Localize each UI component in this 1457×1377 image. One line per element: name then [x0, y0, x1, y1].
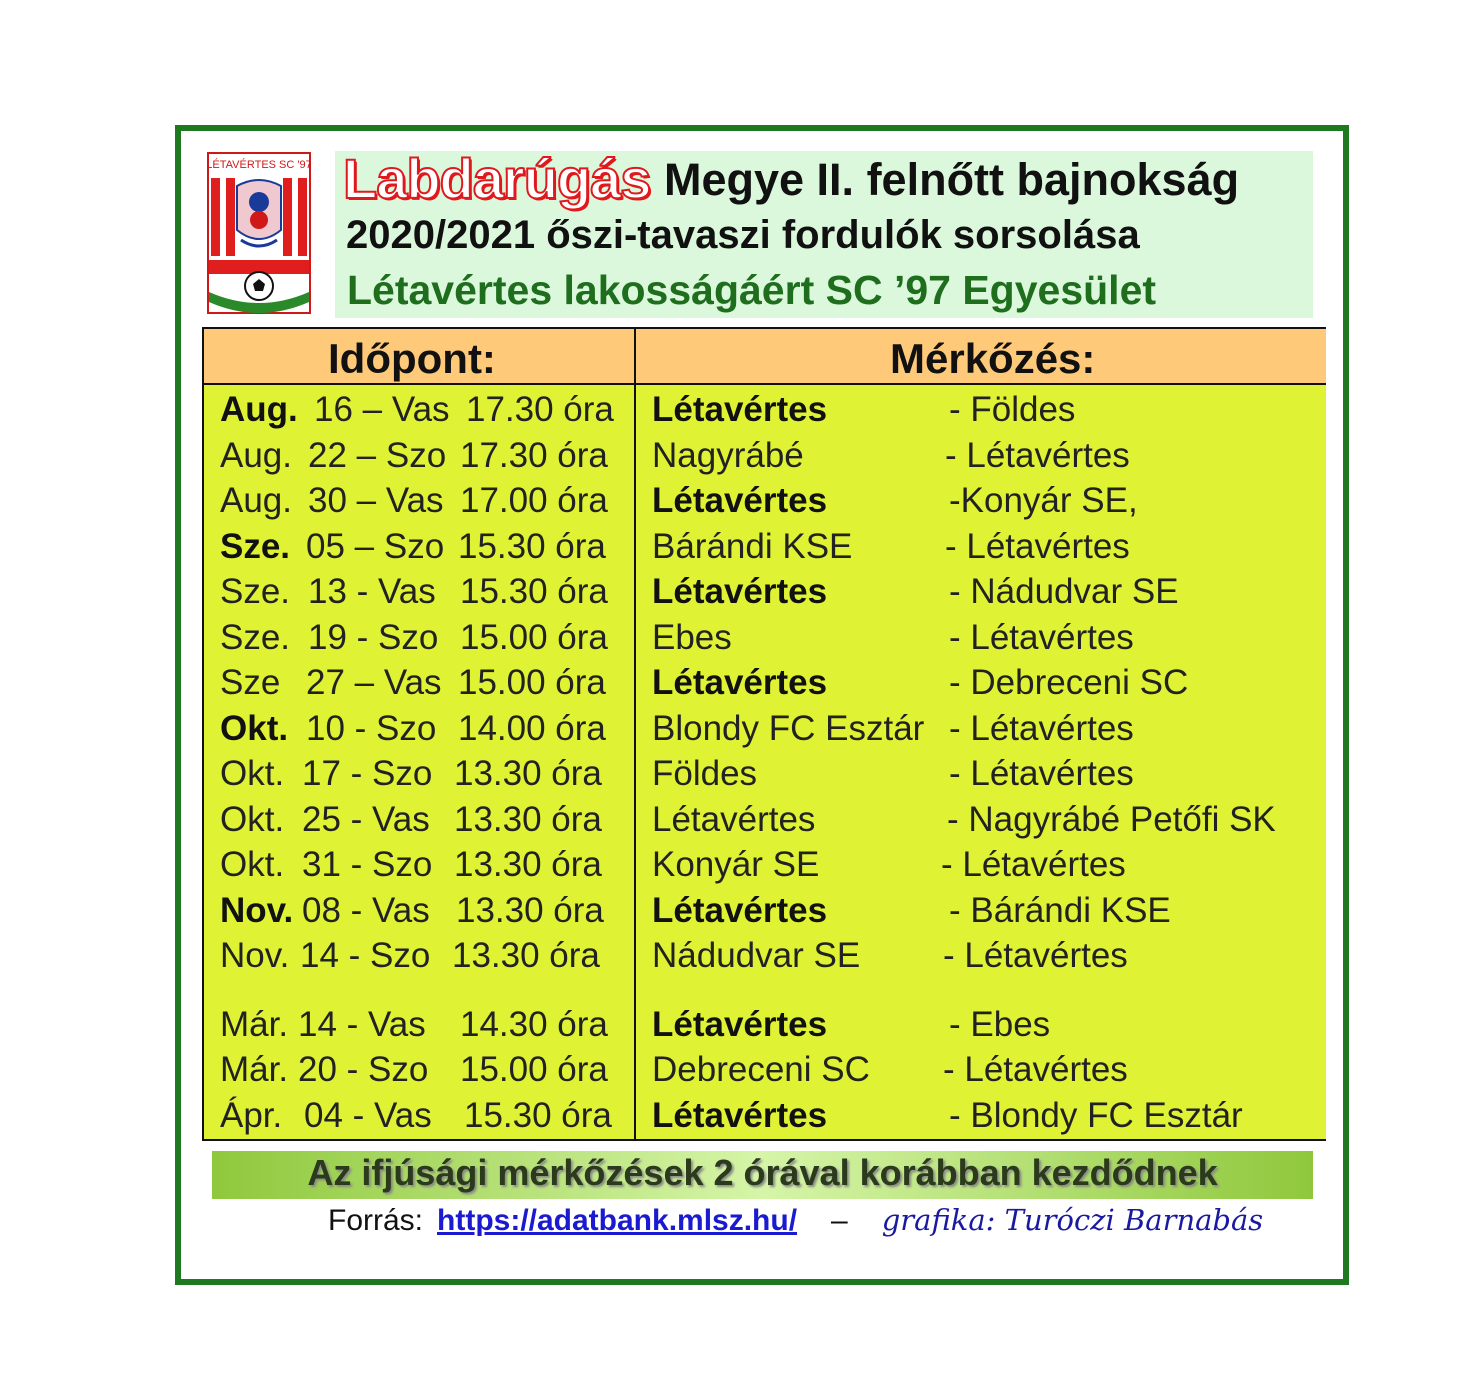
- row-time: 13.30 óra: [454, 845, 602, 884]
- row-time: 15.30 óra: [464, 1096, 612, 1135]
- row-home: Létavértes: [652, 572, 828, 611]
- row-month: Már.: [220, 1005, 289, 1044]
- season-title: 2020/2021 őszi-tavaszi fordulók sorsolása: [346, 213, 1140, 257]
- source-label: Forrás:: [328, 1204, 424, 1237]
- row-day: 22 – Szo: [308, 436, 447, 475]
- row-month: Ápr.: [220, 1096, 283, 1135]
- club-name: Létavértes lakosságáért SC ’97 Egyesület: [347, 267, 1157, 313]
- row-home: Létavértes: [652, 390, 828, 429]
- row-time: 13.30 óra: [454, 800, 602, 839]
- row-month: Nov.: [220, 936, 290, 975]
- footer: [328, 1203, 1263, 1238]
- logo-text: LÉTAVÉRTES SC '97: [207, 159, 311, 171]
- row-time: 15.00 óra: [460, 1050, 608, 1089]
- row-away: - Nagyrábé Petőfi SK: [947, 800, 1276, 839]
- row-home: Nagyrábé: [652, 436, 804, 475]
- table-row: [204, 936, 1326, 981]
- table-row: [204, 845, 1326, 890]
- row-home: Létavértes: [652, 481, 828, 520]
- row-away: - Bárándi KSE: [949, 891, 1171, 930]
- table-row: [204, 436, 1326, 481]
- row-month: Sze.: [220, 618, 291, 657]
- row-away: - Nádudvar SE: [949, 572, 1179, 611]
- row-day: 20 - Szo: [298, 1050, 429, 1089]
- row-time: 17.30 óra: [460, 436, 608, 475]
- row-month: Aug.: [220, 481, 292, 520]
- table-row: [204, 572, 1326, 617]
- league-title: Megye II. felnőtt bajnokság: [664, 154, 1240, 205]
- footer-separator: –: [831, 1204, 848, 1237]
- row-day: 14 - Vas: [298, 1005, 426, 1044]
- row-month: Aug.: [220, 390, 298, 429]
- row-away: - Létavértes: [949, 618, 1134, 657]
- row-away: - Létavértes: [945, 436, 1130, 475]
- row-home: Konyár SE: [652, 845, 820, 884]
- row-day: 19 - Szo: [308, 618, 439, 657]
- row-month: Nov.: [220, 891, 294, 930]
- table-row: [204, 1050, 1326, 1095]
- youth-note-text: Az ifjúsági mérkőzések 2 órával korábban kezdődnek: [307, 1152, 1218, 1193]
- row-day: 04 - Vas: [304, 1096, 432, 1135]
- table-header: [204, 329, 1326, 385]
- row-time: 15.30 óra: [458, 527, 606, 566]
- table-row: [204, 481, 1326, 526]
- row-month: Aug.: [220, 436, 292, 475]
- row-month: Okt.: [220, 709, 289, 748]
- source-link[interactable]: https://adatbank.mlsz.hu/: [437, 1204, 798, 1237]
- row-away: - Létavértes: [943, 936, 1128, 975]
- row-home: Nádudvar SE: [652, 936, 861, 975]
- graphics-credit: grafika: Turóczi Barnabás: [881, 1203, 1264, 1237]
- table-row: [204, 800, 1326, 845]
- row-month: Okt.: [220, 800, 285, 839]
- row-home: Földes: [652, 754, 758, 793]
- row-home: Ebes: [652, 618, 732, 657]
- club-logo: [207, 152, 311, 314]
- row-away: - Földes: [949, 390, 1076, 429]
- row-time: 13.30 óra: [454, 754, 602, 793]
- table-row: [204, 1096, 1326, 1141]
- row-month: Okt.: [220, 845, 285, 884]
- column-header-match: Mérkőzés:: [890, 335, 1096, 382]
- column-header-time: Időpont:: [328, 335, 496, 382]
- row-away: - Debreceni SC: [949, 663, 1189, 702]
- row-home: Debreceni SC: [652, 1050, 870, 1089]
- row-month: Sze: [220, 663, 281, 702]
- row-day: 25 - Vas: [302, 800, 430, 839]
- table-row: [204, 1005, 1326, 1050]
- row-time: 13.30 óra: [456, 891, 604, 930]
- row-time: 17.30 óra: [466, 390, 614, 429]
- table-row: [204, 390, 1326, 435]
- row-day: 05 – Szo: [306, 527, 445, 566]
- row-home: Létavértes: [652, 1096, 828, 1135]
- youth-note-banner: [212, 1151, 1313, 1199]
- row-home: Létavértes: [652, 800, 816, 839]
- table-row: [204, 618, 1326, 663]
- row-month: Sze.: [220, 527, 291, 566]
- row-home: Létavértes: [652, 663, 828, 702]
- row-day: 10 - Szo: [306, 709, 437, 748]
- row-day: 27 – Vas: [306, 663, 442, 702]
- table-row: [204, 891, 1326, 936]
- row-away: - Létavértes: [943, 1050, 1128, 1089]
- row-day: 17 - Szo: [302, 754, 433, 793]
- row-away: - Blondy FC Esztár: [949, 1096, 1243, 1135]
- row-time: 17.00 óra: [460, 481, 608, 520]
- row-away: - Ebes: [949, 1005, 1051, 1044]
- row-day: 16 – Vas: [314, 390, 450, 429]
- row-month: Sze.: [220, 572, 291, 611]
- row-home: Létavértes: [652, 1005, 828, 1044]
- table-row: [204, 754, 1326, 799]
- row-time: 13.30 óra: [452, 936, 600, 975]
- row-time: 15.00 óra: [458, 663, 606, 702]
- row-away: - Létavértes: [949, 709, 1134, 748]
- row-home: Létavértes: [652, 891, 828, 930]
- table-row: [204, 527, 1326, 572]
- row-month: Okt.: [220, 754, 285, 793]
- row-day: 13 - Vas: [308, 572, 436, 611]
- row-time: 14.30 óra: [460, 1005, 608, 1044]
- row-away: - Létavértes: [945, 527, 1130, 566]
- row-day: 31 - Szo: [302, 845, 433, 884]
- fixtures-table: [202, 327, 1326, 1141]
- table-row: [204, 663, 1326, 708]
- row-home: Bárándi KSE: [652, 527, 853, 566]
- row-away: - Létavértes: [941, 845, 1126, 884]
- row-home: Blondy FC Esztár: [652, 709, 925, 748]
- row-time: 14.00 óra: [458, 709, 606, 748]
- row-month: Már.: [220, 1050, 289, 1089]
- row-away: - Létavértes: [949, 754, 1134, 793]
- row-day: 30 – Vas: [308, 481, 444, 520]
- sport-title: Labdarúgás: [343, 147, 651, 210]
- row-day: 14 - Szo: [300, 936, 431, 975]
- row-day: 08 - Vas: [302, 891, 430, 930]
- table-row: [204, 709, 1326, 754]
- row-time: 15.00 óra: [460, 618, 608, 657]
- row-away: -Konyár SE,: [949, 481, 1138, 520]
- row-time: 15.30 óra: [460, 572, 608, 611]
